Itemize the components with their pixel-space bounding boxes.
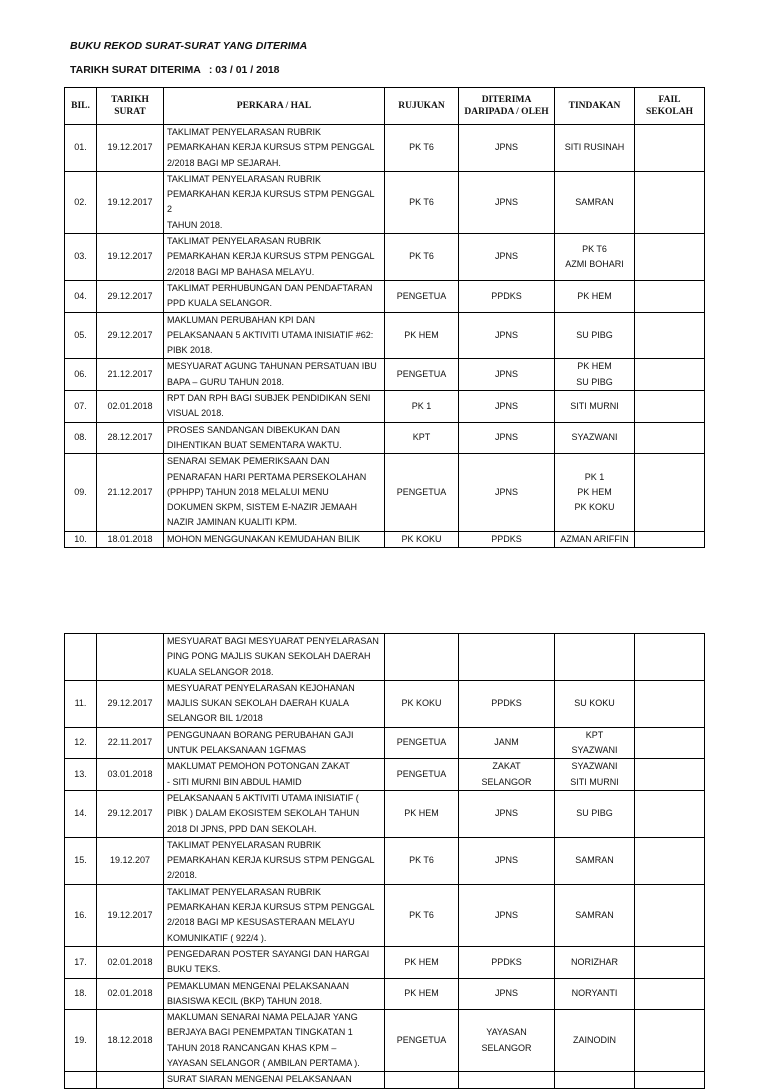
tindakan-line: SU PIBG — [576, 376, 613, 387]
cell-tindakan — [555, 634, 635, 681]
diterima-line: JPNS — [494, 369, 518, 380]
diterima-line: YAYASAN — [486, 1027, 527, 1038]
perkara-line: MAKLUMAN SENARAI NAMA PELAJAR YANG — [167, 1012, 358, 1023]
cell-rujukan: KPT — [385, 422, 459, 454]
diterima-line: PPDKS — [491, 956, 522, 967]
cell-perkara — [164, 391, 385, 423]
cell-tarikh: 21.12.2017 — [97, 454, 164, 531]
cell-fail — [635, 422, 705, 454]
cell-tarikh: 21.12.2017 — [97, 359, 164, 391]
cell-perkara — [164, 680, 385, 727]
cell-perkara — [164, 790, 385, 837]
cell-diterima — [459, 1010, 555, 1072]
diterima-line: JPNS — [494, 196, 518, 207]
diterima-line: JPNS — [494, 486, 518, 497]
perkara-line: PING PONG MAJLIS SUKAN SEKOLAH DAERAH — [167, 651, 371, 662]
diterima-line: SELANGOR — [481, 1042, 532, 1053]
table-row — [65, 391, 705, 423]
perkara-line: BIASISWA KECIL (BKP) TAHUN 2018. — [167, 995, 323, 1006]
cell-tarikh: 19.12.207 — [97, 837, 164, 884]
perkara-line: DIHENTIKAN BUAT SEMENTARA WAKTU. — [167, 439, 342, 450]
cell-rujukan: PK HEM — [385, 946, 459, 978]
tindakan-line: PK T6 — [582, 243, 607, 254]
cell-tindakan — [555, 837, 635, 884]
document-title: BUKU REKOD SURAT-SURAT YANG DITERIMA — [70, 40, 308, 52]
perkara-line: PIBK ) DALAM EKOSISTEM SEKOLAH TAHUN — [167, 808, 360, 819]
cell-diterima — [459, 171, 555, 233]
cell-rujukan: PENGETUA — [385, 359, 459, 391]
cell-fail — [635, 680, 705, 727]
tindakan-line — [558, 649, 631, 664]
tindakan-line: SAMRAN — [575, 196, 614, 207]
cell-perkara — [164, 125, 385, 172]
tindakan-line: SITI MURNI — [570, 400, 619, 411]
cell-fail — [635, 884, 705, 946]
perkara-line: 2018 DI JPNS, PPD DAN SEKOLAH. — [167, 823, 317, 834]
cell-tarikh: 29.12.2017 — [97, 312, 164, 359]
cell-tindakan — [555, 422, 635, 454]
cell-perkara — [164, 531, 385, 547]
cell-perkara — [164, 946, 385, 978]
table-row — [65, 531, 705, 547]
cell-tarikh: 22.11.2017 — [97, 727, 164, 759]
perkara-line: PELAKSANAAN 5 AKTIVITI UTAMA INISIATIF ( — [167, 792, 359, 803]
perkara-line: NAZIR JAMINAN KUALITI KPM. — [167, 517, 298, 528]
tindakan-line: SU KOKU — [574, 698, 615, 709]
diterima-line: JPNS — [494, 432, 518, 443]
perkara-line: SURAT SIARAN MENGENAI PELAKSANAAN — [167, 1074, 352, 1085]
cell-rujukan: PK T6 — [385, 837, 459, 884]
diterima-line: SELANGOR — [481, 776, 532, 787]
cell-diterima — [459, 680, 555, 727]
cell-diterima — [459, 391, 555, 423]
cell-tarikh: 02.01.2018 — [97, 978, 164, 1010]
cell-fail — [635, 1010, 705, 1072]
perkara-line: PIBK 2018. — [167, 345, 213, 356]
cell-bil: 06. — [65, 359, 97, 391]
cell-tarikh: 19.12.2017 — [97, 171, 164, 233]
cell-bil: 19. — [65, 1010, 97, 1072]
tindakan-line: ZAINODIN — [572, 1035, 616, 1046]
cell-bil — [65, 1072, 97, 1088]
cell-tindakan — [555, 1072, 635, 1088]
table-body-page1 — [65, 125, 705, 548]
cell-bil — [65, 634, 97, 681]
perkara-line: 2/2018 BAGI MP BAHASA MELAYU. — [167, 266, 315, 277]
tindakan-line: PK HEM — [577, 290, 612, 301]
cell-diterima — [459, 125, 555, 172]
perkara-line: PPD KUALA SELANGOR. — [167, 298, 273, 309]
perkara-line: 2/2018 BAGI MP KESUSASTERAAN MELAYU — [167, 917, 355, 928]
cell-tarikh: 03.01.2018 — [97, 759, 164, 791]
cell-fail — [635, 391, 705, 423]
cell-rujukan: PK KOKU — [385, 680, 459, 727]
perkara-line: MESYUARAT AGUNG TAHUNAN PERSATUAN IBU — [167, 361, 377, 372]
cell-rujukan: PK T6 — [385, 171, 459, 233]
cell-rujukan — [385, 634, 459, 681]
cell-perkara — [164, 978, 385, 1010]
perkara-line: PEMARKAHAN KERJA KURSUS STPM PENGGAL — [167, 142, 375, 153]
diterima-line: JPNS — [494, 855, 518, 866]
cell-perkara — [164, 837, 385, 884]
cell-perkara — [164, 280, 385, 312]
header-tarikh-surat: TARIKH SURAT — [97, 88, 164, 125]
cell-fail — [635, 171, 705, 233]
letters-record-table-continued — [64, 633, 705, 1089]
perkara-line: TAKLIMAT PERHUBUNGAN DAN PENDAFTARAN — [167, 282, 373, 293]
cell-diterima — [459, 280, 555, 312]
cell-perkara — [164, 634, 385, 681]
tindakan-line: SAMRAN — [575, 909, 614, 920]
cell-bil: 17. — [65, 946, 97, 978]
table-row — [65, 680, 705, 727]
cell-tarikh: 29.12.2017 — [97, 280, 164, 312]
cell-perkara — [164, 312, 385, 359]
perkara-line: DOKUMEN SKPM, SISTEM E-NAZIR JEMAAH — [167, 502, 358, 513]
cell-rujukan: PENGETUA — [385, 759, 459, 791]
table-body-page2 — [65, 634, 705, 1089]
cell-tindakan — [555, 946, 635, 978]
cell-diterima — [459, 790, 555, 837]
perkara-line: KOMUNIKATIF ( 922/4 ). — [167, 932, 267, 943]
cell-tindakan — [555, 312, 635, 359]
cell-tindakan — [555, 454, 635, 531]
diterima-line: PPDKS — [491, 698, 522, 709]
cell-tindakan — [555, 978, 635, 1010]
perkara-line: MAKLUMAN PERUBAHAN KPI DAN — [167, 314, 316, 325]
cell-bil: 11. — [65, 680, 97, 727]
cell-diterima — [459, 422, 555, 454]
perkara-line: PENARAFAN HARI PERTAMA PERSEKOLAHAN — [167, 471, 367, 482]
table-row — [65, 634, 705, 681]
header-tindakan: TINDAKAN — [555, 88, 635, 125]
cell-tarikh: 18.12.2018 — [97, 1010, 164, 1072]
header-rujukan: RUJUKAN — [385, 88, 459, 125]
cell-tarikh: 02.01.2018 — [97, 391, 164, 423]
cell-fail — [635, 234, 705, 281]
diterima-line: JPNS — [494, 142, 518, 153]
cell-tarikh: 19.12.2017 — [97, 234, 164, 281]
cell-bil: 13. — [65, 759, 97, 791]
table-row — [65, 125, 705, 172]
table-row — [65, 454, 705, 531]
cell-fail — [635, 531, 705, 547]
cell-fail — [635, 454, 705, 531]
cell-tarikh: 02.01.2018 — [97, 946, 164, 978]
cell-bil: 18. — [65, 978, 97, 1010]
cell-tarikh: 18.01.2018 — [97, 531, 164, 547]
cell-diterima — [459, 312, 555, 359]
cell-tindakan — [555, 759, 635, 791]
tindakan-line: PK 1 — [584, 471, 605, 482]
perkara-line: TAKLIMAT PENYELARASAN RUBRIK — [167, 886, 322, 897]
table-row — [65, 171, 705, 233]
cell-tindakan — [555, 884, 635, 946]
header-fail-sekolah: FAIL SEKOLAH — [635, 88, 705, 125]
cell-rujukan: PK KOKU — [385, 531, 459, 547]
table-row — [65, 759, 705, 791]
perkara-line: - SITI MURNI BIN ABDUL HAMID — [167, 776, 302, 787]
letters-record-table — [64, 87, 705, 548]
cell-rujukan: PK HEM — [385, 312, 459, 359]
cell-tindakan — [555, 391, 635, 423]
cell-bil: 09. — [65, 454, 97, 531]
perkara-line: PEMARKAHAN KERJA KURSUS STPM PENGGAL — [167, 902, 375, 913]
tindakan-line: PK HEM — [577, 361, 612, 372]
perkara-line: PENGEDARAN POSTER SAYANGI DAN HARGAI — [167, 948, 370, 959]
cell-tarikh — [97, 1072, 164, 1088]
cell-diterima — [459, 946, 555, 978]
perkara-line: VISUAL 2018. — [167, 408, 224, 419]
perkara-line: (PPHPP) TAHUN 2018 MELALUI MENU — [167, 486, 329, 497]
received-date-line — [70, 64, 280, 76]
perkara-line: YAYASAN SELANGOR ( AMBILAN PERTAMA ). — [167, 1058, 360, 1069]
cell-perkara — [164, 727, 385, 759]
diterima-line: JPNS — [494, 329, 518, 340]
cell-tindakan — [555, 125, 635, 172]
cell-diterima — [459, 1072, 555, 1088]
perkara-line: BUKU TEKS. — [167, 964, 221, 975]
perkara-line: TAKLIMAT PENYELARASAN RUBRIK — [167, 173, 322, 184]
table-row — [65, 1010, 705, 1072]
cell-tindakan — [555, 280, 635, 312]
cell-rujukan: PK HEM — [385, 790, 459, 837]
cell-tarikh: 29.12.2017 — [97, 790, 164, 837]
cell-tindakan — [555, 1010, 635, 1072]
perkara-line: TAKLIMAT PENYELARASAN RUBRIK — [167, 236, 322, 247]
cell-rujukan: PENGETUA — [385, 1010, 459, 1072]
tindakan-line: PK HEM — [577, 486, 612, 497]
perkara-line: 2/2018 BAGI MP SEJARAH. — [167, 157, 281, 168]
table-row — [65, 422, 705, 454]
tindakan-line: AZMAN ARIFFIN — [560, 533, 629, 544]
cell-bil: 04. — [65, 280, 97, 312]
table-row — [65, 312, 705, 359]
cell-bil: 14. — [65, 790, 97, 837]
cell-rujukan: PK HEM — [385, 978, 459, 1010]
cell-tarikh: 29.12.2017 — [97, 680, 164, 727]
cell-diterima — [459, 359, 555, 391]
tindakan-line: NORYANTI — [571, 988, 618, 999]
perkara-line: PELAKSANAAN 5 AKTIVITI UTAMA INISIATIF #62: — [167, 329, 374, 340]
diterima-line: JPNS — [494, 251, 518, 262]
header-diterima: DITERIMA DARIPADA / OLEH — [459, 88, 555, 125]
perkara-line: TAKLIMAT PENYELARASAN RUBRIK — [167, 839, 322, 850]
diterima-line: PPDKS — [491, 290, 522, 301]
cell-tarikh: 19.12.2017 — [97, 125, 164, 172]
cell-diterima — [459, 978, 555, 1010]
cell-fail — [635, 727, 705, 759]
cell-tindakan — [555, 234, 635, 281]
tindakan-line: SYAZWANI — [571, 761, 618, 772]
cell-perkara — [164, 359, 385, 391]
tindakan-line: SYAZWANI — [571, 745, 618, 756]
cell-diterima — [459, 454, 555, 531]
perkara-line: BAPA – GURU TAHUN 2018. — [167, 376, 285, 387]
perkara-line: SENARAI SEMAK PEMERIKSAAN DAN — [167, 456, 330, 467]
table-header-row — [65, 88, 705, 125]
tindakan-line: SU PIBG — [576, 808, 613, 819]
cell-perkara — [164, 454, 385, 531]
diterima-line: ZAKAT — [492, 761, 521, 772]
cell-tindakan — [555, 790, 635, 837]
cell-perkara — [164, 1072, 385, 1088]
perkara-line: PENGGUNAAN BORANG PERUBAHAN GAJI — [167, 729, 354, 740]
cell-diterima — [459, 234, 555, 281]
cell-tindakan — [555, 727, 635, 759]
cell-fail — [635, 946, 705, 978]
perkara-line: TAKLIMAT PENYELARASAN RUBRIK — [167, 127, 322, 137]
cell-bil: 12. — [65, 727, 97, 759]
diterima-line: JANM — [494, 737, 519, 748]
table-row — [65, 359, 705, 391]
cell-bil: 16. — [65, 884, 97, 946]
cell-bil: 08. — [65, 422, 97, 454]
cell-tarikh: 28.12.2017 — [97, 422, 164, 454]
cell-perkara — [164, 884, 385, 946]
table-row — [65, 790, 705, 837]
diterima-line: JPNS — [494, 808, 518, 819]
diterima-line — [462, 1072, 551, 1087]
cell-bil: 01. — [65, 125, 97, 172]
diterima-line: JPNS — [494, 988, 518, 999]
cell-rujukan: PK T6 — [385, 125, 459, 172]
cell-bil: 02. — [65, 171, 97, 233]
table-row — [65, 1072, 705, 1088]
cell-perkara — [164, 234, 385, 281]
cell-fail — [635, 634, 705, 681]
cell-perkara — [164, 422, 385, 454]
cell-fail — [635, 837, 705, 884]
cell-diterima — [459, 727, 555, 759]
table-row — [65, 837, 705, 884]
header-bil: BIL. — [65, 88, 97, 125]
cell-rujukan: PENGETUA — [385, 454, 459, 531]
cell-tarikh — [97, 634, 164, 681]
tindakan-line: NORIZHAR — [571, 956, 618, 967]
cell-tindakan — [555, 680, 635, 727]
cell-perkara — [164, 759, 385, 791]
perkara-line: MOHON MENGGUNAKAN KEMUDAHAN BILIK — [167, 533, 361, 544]
tindakan-line: KPT — [585, 729, 604, 740]
tindakan-line: AZMI BOHARI — [565, 259, 624, 270]
cell-diterima — [459, 634, 555, 681]
perkara-line: PROSES SANDANGAN DIBEKUKAN DAN — [167, 424, 341, 435]
perkara-line: BERJAYA BAGI PENEMPATAN TINGKATAN 1 — [167, 1027, 353, 1038]
cell-fail — [635, 280, 705, 312]
received-date-value: : 03 / 01 / 2018 — [208, 64, 280, 76]
cell-bil: 07. — [65, 391, 97, 423]
diterima-line: PPDKS — [491, 533, 522, 544]
perkara-line: PEMAKLUMAN MENGENAI PELAKSANAAN — [167, 980, 350, 991]
cell-diterima — [459, 531, 555, 547]
cell-fail — [635, 359, 705, 391]
cell-tindakan — [555, 171, 635, 233]
table-row — [65, 884, 705, 946]
table-row — [65, 978, 705, 1010]
table-row — [65, 727, 705, 759]
cell-fail — [635, 978, 705, 1010]
perkara-line: MESYUARAT BAGI MESYUARAT PENYELARASAN — [167, 636, 379, 646]
diterima-line: JPNS — [494, 909, 518, 920]
cell-tindakan — [555, 359, 635, 391]
cell-fail — [635, 1072, 705, 1088]
cell-rujukan: PK 1 — [385, 391, 459, 423]
cell-tindakan — [555, 531, 635, 547]
cell-diterima — [459, 759, 555, 791]
diterima-line — [462, 649, 551, 664]
perkara-line: MESYUARAT PENYELARASAN KEJOHANAN — [167, 682, 355, 693]
table-row — [65, 946, 705, 978]
tindakan-line: SU PIBG — [576, 329, 613, 340]
cell-diterima — [459, 837, 555, 884]
cell-bil: 03. — [65, 234, 97, 281]
cell-rujukan: PENGETUA — [385, 727, 459, 759]
table-row — [65, 280, 705, 312]
cell-perkara — [164, 1010, 385, 1072]
cell-rujukan: PK T6 — [385, 234, 459, 281]
cell-fail — [635, 312, 705, 359]
perkara-line: MAJLIS SUKAN SEKOLAH DAERAH KUALA — [167, 698, 350, 709]
cell-tarikh: 19.12.2017 — [97, 884, 164, 946]
tindakan-line: SITI RUSINAH — [564, 142, 625, 153]
cell-rujukan — [385, 1072, 459, 1088]
perkara-line: RPT DAN RPH BAGI SUBJEK PENDIDIKAN SENI — [167, 393, 371, 404]
cell-rujukan: PENGETUA — [385, 280, 459, 312]
cell-rujukan: PK T6 — [385, 884, 459, 946]
tindakan-line: SYAZWANI — [571, 432, 618, 443]
cell-perkara — [164, 171, 385, 233]
diterima-line: JPNS — [494, 400, 518, 411]
cell-bil: 05. — [65, 312, 97, 359]
perkara-line: UNTUK PELAKSANAAN 1GFMAS — [167, 745, 307, 756]
perkara-line: PEMARKAHAN KERJA KURSUS STPM PENGGAL — [167, 855, 375, 866]
received-date-label: TARIKH SURAT DITERIMA — [70, 64, 201, 76]
tindakan-line: SITI MURNI — [570, 776, 619, 787]
perkara-line: PEMARKAHAN KERJA KURSUS STPM PENGGAL — [167, 251, 375, 262]
perkara-line: 2/2018. — [167, 870, 198, 881]
cell-bil: 15. — [65, 837, 97, 884]
cell-fail — [635, 759, 705, 791]
tindakan-line: SAMRAN — [575, 855, 614, 866]
header-perkara: PERKARA / HAL — [164, 88, 385, 125]
cell-diterima — [459, 884, 555, 946]
perkara-line: MAKLUMAT PEMOHON POTONGAN ZAKAT — [167, 761, 350, 772]
cell-bil: 10. — [65, 531, 97, 547]
perkara-line: PEMARKAHAN KERJA KURSUS STPM PENGGAL 2 — [167, 189, 375, 215]
tindakan-line — [558, 1072, 631, 1087]
perkara-line: TAHUN 2018 RANCANGAN KHAS KPM – — [167, 1042, 337, 1053]
cell-fail — [635, 790, 705, 837]
cell-fail — [635, 125, 705, 172]
perkara-line: KUALA SELANGOR 2018. — [167, 666, 274, 677]
table-row — [65, 234, 705, 281]
tindakan-line: PK KOKU — [574, 502, 615, 513]
perkara-line: TAHUN 2018. — [167, 219, 223, 230]
perkara-line: SELANGOR BIL 1/2018 — [167, 713, 263, 724]
